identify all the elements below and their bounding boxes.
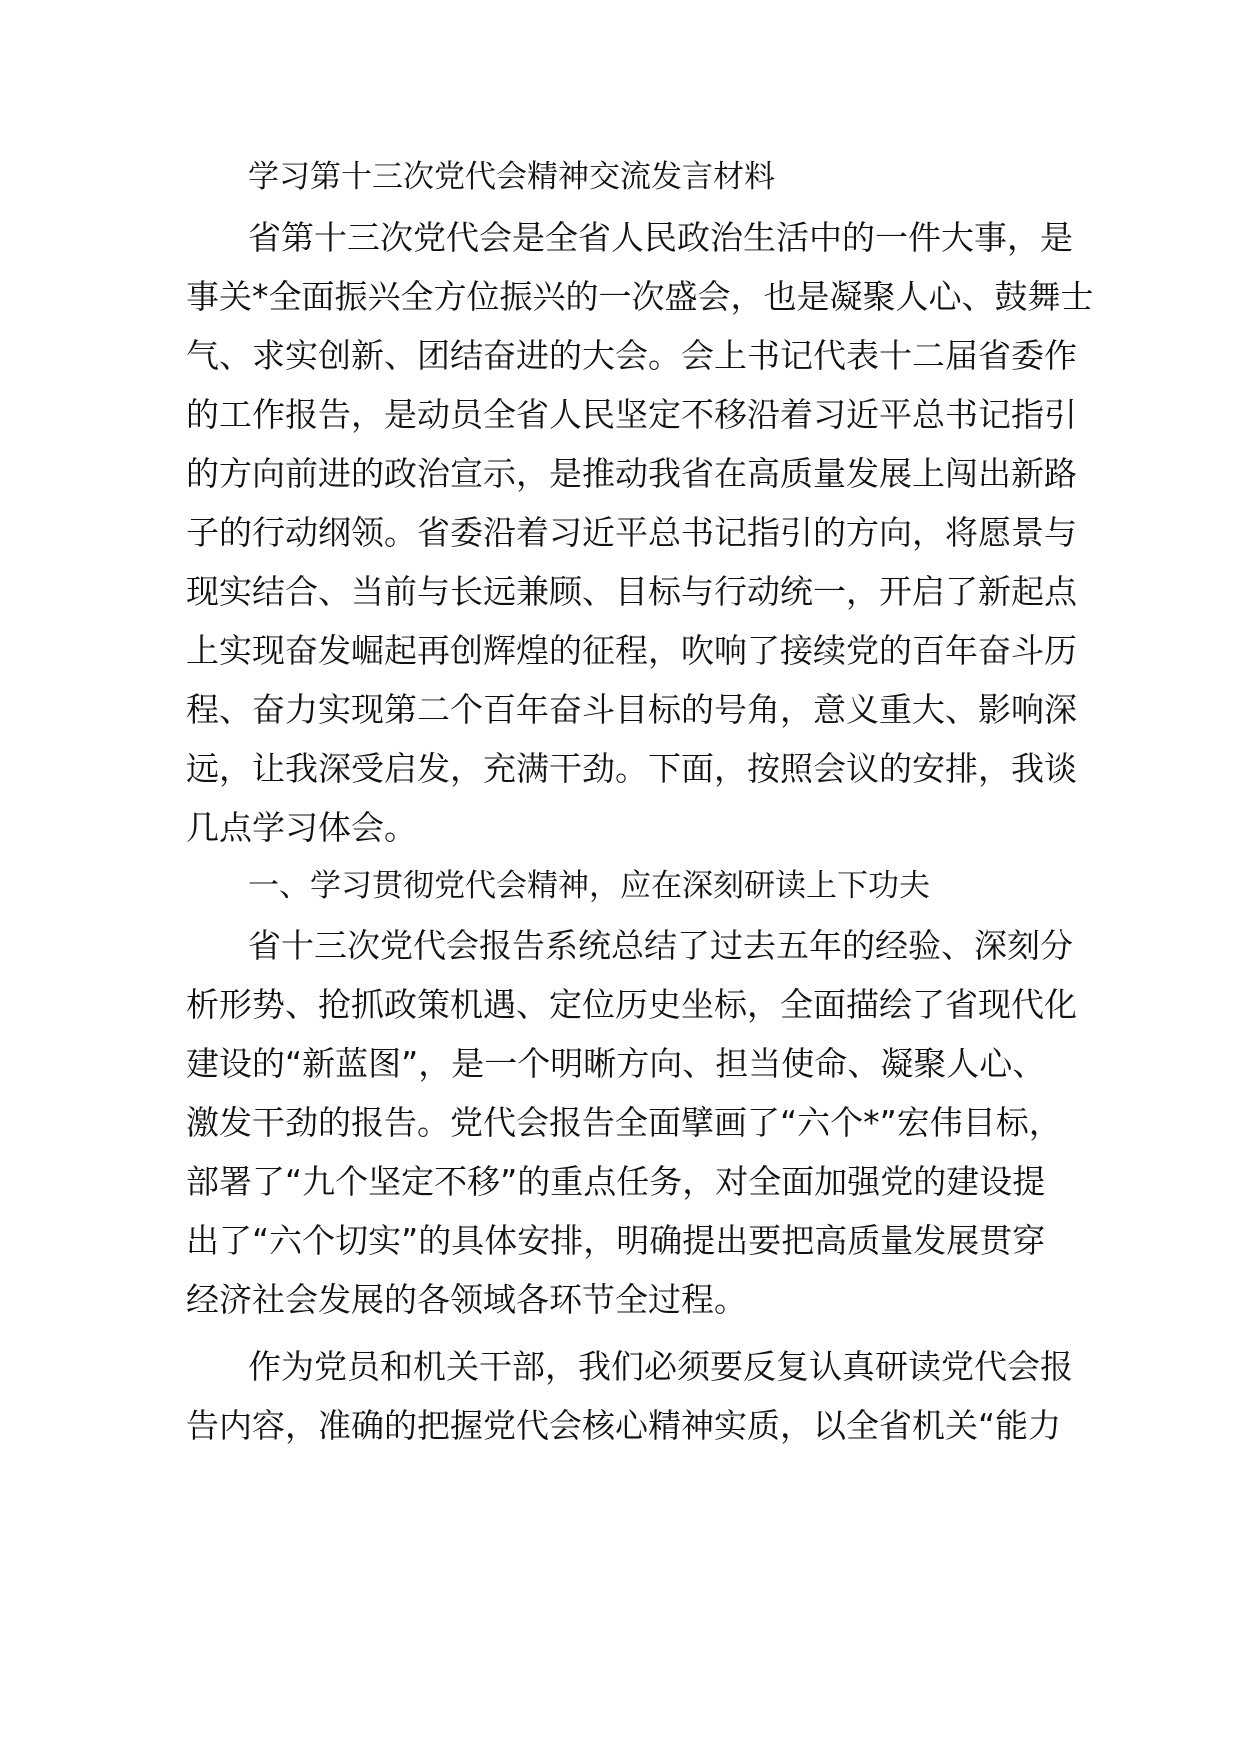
paragraph-line: 建设的“新蓝图”，是一个明晰方向、担当使命、凝聚人心、 [186,1044,1046,1083]
paragraph-line: 事关*全面振兴全方位振兴的一次盛会，也是凝聚人心、鼓舞士 [186,277,1094,316]
paragraph-line: 经济社会发展的各领域各环节全过程。 [186,1280,747,1319]
paragraph-line: 程、奋力实现第二个百年奋斗目标的号角，意义重大、影响深 [186,690,1077,729]
document-title: 学习第十三次党代会精神交流发言材料 [248,159,775,195]
paragraph-line: 几点学习体会。 [186,808,417,847]
paragraph-line: 子的行动纲领。省委沿着习近平总书记指引的方向，将愿景与 [186,513,1077,552]
paragraph-line: 作为党员和机关干部，我们必须要反复认真研读党代会报 [248,1347,1073,1386]
paragraph-line: 部署了“九个坚定不移”的重点任务，对全面加强党的建设提 [186,1162,1046,1201]
paragraph-line: 出了“六个切实”的具体安排，明确提出要把高质量发展贯穿 [186,1221,1046,1260]
paragraph-line: 省十三次党代会报告系统总结了过去五年的经验、深刻分 [248,926,1073,965]
paragraph-line: 上实现奋发崛起再创辉煌的征程，吹响了接续党的百年奋斗历 [186,631,1077,670]
paragraph-line: 气、求实创新、团结奋进的大会。会上书记代表十二届省委作 [186,336,1077,375]
paragraph-line: 远，让我深受启发，充满干劲。下面，按照会议的安排，我谈 [186,749,1077,788]
paragraph-line: 的工作报告，是动员全省人民坚定不移沿着习近平总书记指引 [186,395,1077,434]
paragraph-line: 的方向前进的政治宣示，是推动我省在高质量发展上闯出新路 [186,454,1077,493]
paragraph-line: 省第十三次党代会是全省人民政治生活中的一件大事，是 [248,218,1073,257]
paragraph-line: 析形势、抢抓政策机遇、定位历史坐标，全面描绘了省现代化 [186,985,1077,1024]
section-heading: 一、学习贯彻党代会精神，应在深刻研读上下功夫 [248,868,930,904]
paragraph-line: 现实结合、当前与长远兼顾、目标与行动统一，开启了新起点 [186,572,1077,611]
paragraph-line: 激发干劲的报告。党代会报告全面擘画了“六个*”宏伟目标， [186,1103,1062,1142]
paragraph-line: 告内容，准确的把握党代会核心精神实质，以全省机关“能力 [186,1406,1062,1445]
